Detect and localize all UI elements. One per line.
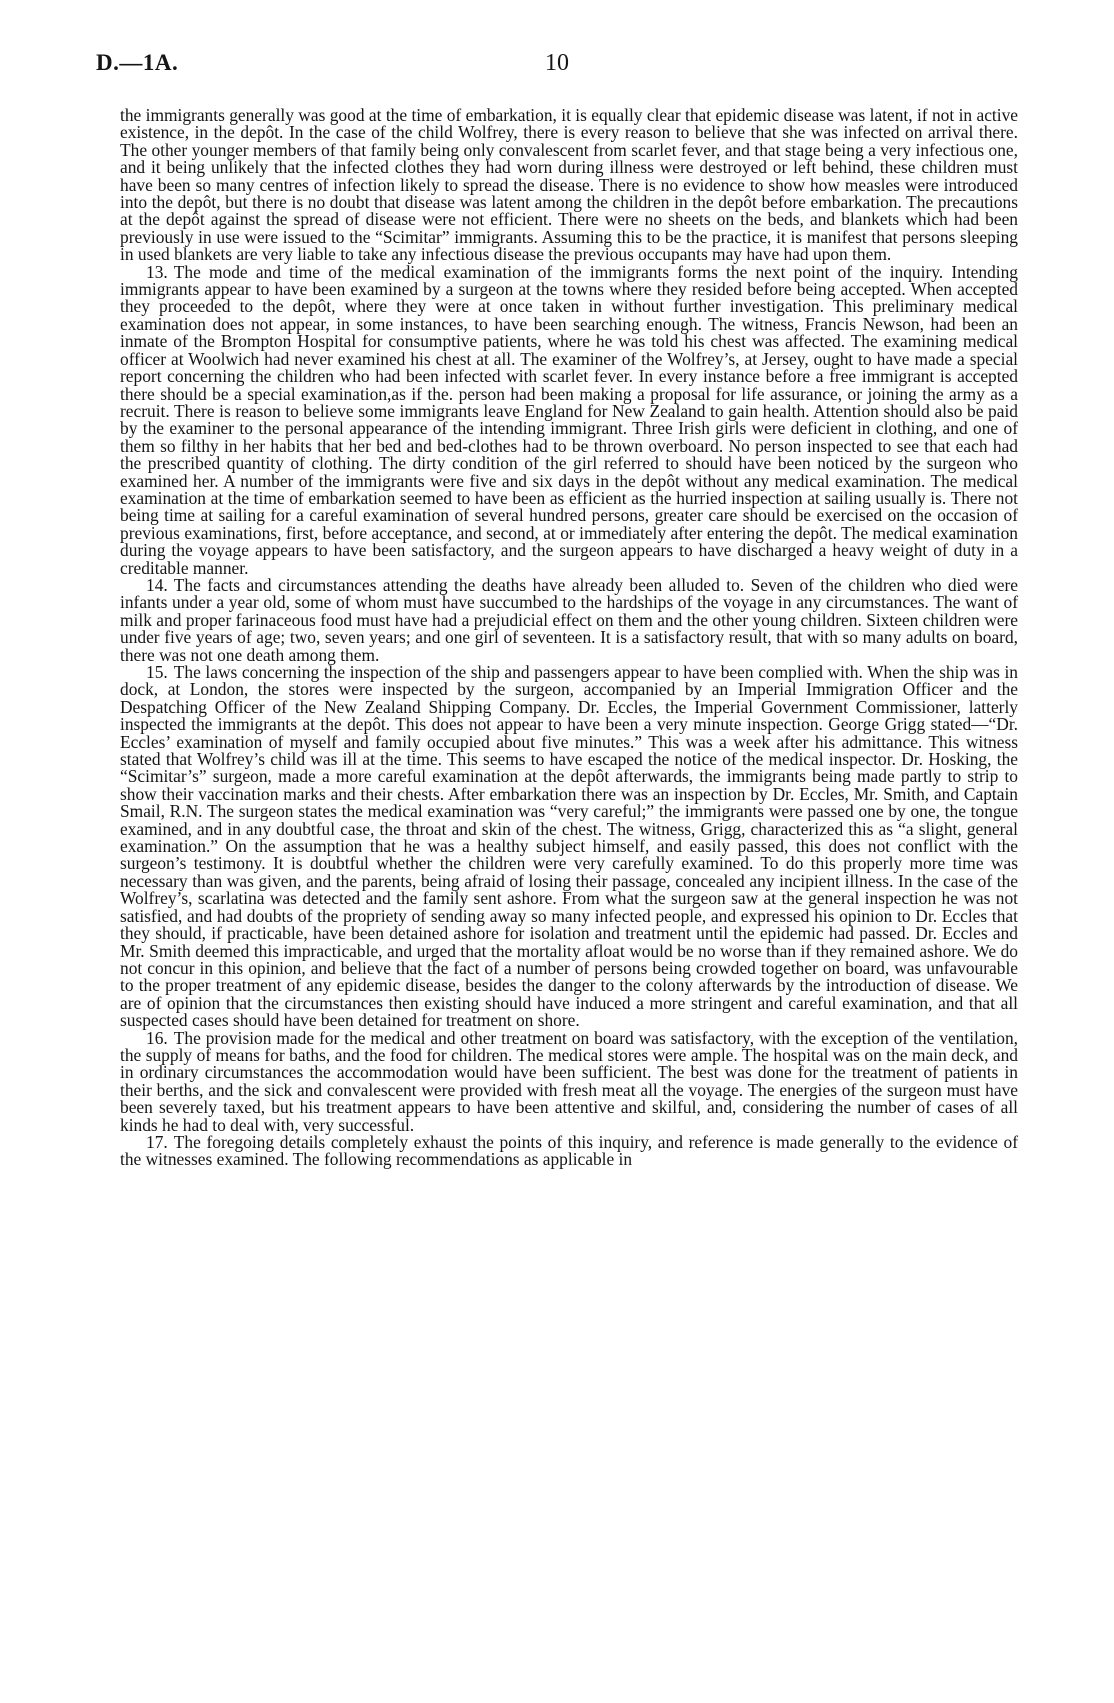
paragraph-17 [120, 1131, 1018, 1170]
paragraph-number: 16. [146, 1027, 168, 1048]
paragraph-text: the immigrants generally was good at the time of embarkation, it is equally clear that epidemic disease was latent, if not in active existence, in the depôt. In the case of the child Wolfrey, there is every reason to believe that she was infected on arrival there. The other younger members of that family being only convalescent from scarlet fever, and that stage being a very infectious one, and it being unlikely that the infected clothes they had worn during illness were destroyed or left behind, these children must have been so many centres of infection likely to spread the disease. There is no evidence to show how measles were introduced into the depôt, but there is no doubt that disease was latent among the children in the depôt before embarkation. The precautions at the depôt against the spread of disease were not efficient. There were no sheets on the beds, and blankets which had been previously in use were issued to the “Scimitar” immigrants. Assuming this to be the practice, it is manifest that persons sleeping in used blankets are very liable to take any infectious disease the previous occupants may have had upon them. [120, 105, 1018, 265]
paragraph-number: 15. [146, 662, 168, 682]
paragraph-text: The provision made for the medical and other treatment on board was satisfactory, with the exception of the ventilation, the supply of means for baths, and the food for children. The medical stores were ample. The hospital was on the main deck, and in ordinary circumstances the accommodation would have been sufficient. The best was done for the treatment of patients in their berths, and the sick and convalescent were provided with fresh meat all the voyage. The energies of the surgeon must have been severely taxed, but his treatment appears to have been attentive and skilful, and, considering the number of cases of all kinds he had to deal with, very successful. [120, 1027, 1018, 1135]
paragraph-13 [120, 261, 1018, 578]
paragraph-text: The facts and circumstances attending the deaths have already been alluded to. Seven of the children who died were infants under a year old, some of whom must have succumbed to the hardships of the voyage in any circumstances. The want of milk and proper farinaceous food must have had a prejudicial effect on them and the other young children. Sixteen children were under five years of age; two, seven years; and one girl of seventeen. It is a satisfactory result, that with so many adults on board, there was not one death among them. [120, 574, 1018, 665]
paragraph-number: 14. [146, 574, 168, 595]
body-text [120, 107, 1018, 1169]
page-header [96, 50, 1018, 80]
document-reference: D.—1A. [96, 50, 179, 75]
paragraph-15 [120, 664, 1018, 1030]
page-number: 10 [545, 50, 569, 76]
paragraph-number: 17. [146, 1131, 168, 1152]
paragraph-number: 13. [146, 261, 168, 282]
paragraph-text: The mode and time of the medical examination of the immigrants forms the next point of the inquiry. Intending immigrants appear to have been examined by a surgeon at the towns where they resided before being accepted. When accepted they proceeded to the depôt, where they were at once taken in without further investigation. This preliminary medical examination does not appear, in some instances, to have been searching enough. The witness, Francis Newson, had been an inmate of the Brompton Hospital for consumptive patients, where he was told his chest was affected. The examining medical officer at Woolwich had never examined his chest at all. The examiner of the Wolfrey’s, at Jersey, ought to have made a special report concerning the children who had been infected with scarlet fever. In every instance before a free immigrant is accepted there should be a special examination,as if the. person had been making a proposal for life assurance, or joining the army as a recruit. There is reason to believe some immigrants leave England for New Zealand to gain health. Attention should also be paid by the examiner to the personal appearance of the intending immigrant. Three Irish girls were deficient in clothing, and one of them so filthy in her habits that her bed and bed-clothes had to be thrown overboard. No person inspected to see that each had the prescribed quantity of clothing. The dirty condition of the girl referred to should have been noticed by the surgeon who examined her. A number of the immigrants were five and six days in the depôt without any medical examination. The medical examination at the time of embarkation seemed to have been as efficient as the hurried inspection at sailing usually is. There not being time at sailing for a careful examination of several hundred persons, greater care should be exercised on the occasion of previous examinations, first, before acceptance, and second, at or immediately after entering the depôt. The medical examination during the voyage appears to have been satisfactory, and the surgeon appears to have discharged a heavy weight of duty in a creditable manner. [120, 261, 1018, 578]
paragraph-14 [120, 574, 1018, 665]
paragraph-16 [120, 1027, 1018, 1135]
paragraph-continuation [120, 107, 1018, 264]
paragraph-text: The laws concerning the inspection of the ship and passengers appear to have been complied with. When the ship was in dock, at London, the stores were inspected by the surgeon, accompanied by an Imperial Immigration Officer and the Despatching Officer of the New Zealand Shipping Company. Dr. Eccles, the Imperial Government Commissioner, latterly inspected the immigrants at the depôt. This does not appear to have been a very minute inspection. George Grigg stated—“Dr. Eccles’ examination of myself and family occupied about five minutes.” This was a week after his admittance. This witness stated that Wolfrey’s child was ill at the time. This seems to have escaped the notice of the medical inspector. Dr. Hosking, the “Scimitar’s” surgeon, made a more careful examination at the depôt afterwards, the immigrants being made partly to strip to show their vaccination marks and their chests. After embarkation there was an inspection by Dr. Eccles, Mr. Smith, and Captain Smail, R.N. The surgeon states the medical examination was “very careful;” the immigrants were passed one by one, the tongue examined, and in any doubtful case, the throat and skin of the chest. The witness, Grigg, characterized this as “a slight, general examination.” On the assumption that he was a healthy subject himself, and easily passed, this does not conflict with the surgeon’s testimony. It is doubtful whether the children were very carefully examined. To do this properly more time was necessary than was given, and the parents, being afraid of losing their passage, concealed any incipient illness. In the case of the Wolfrey’s, scarlatina was detected and the family sent ashore. From what the surgeon saw at the general inspection he was not satisfied, and had doubts of the propriety of sending away so many infected people, and expressed his opinion to Dr. Eccles that they should, if practicable, have been detained ashore for isolation and treatment until the epidemic had passed. Dr. Eccles and Mr. Smith deemed this impracticable, and urged that the mortality afloat would be no worse than if they remained ashore. We do not concur in this opinion, and believe that the fact of a number of persons being crowded together on board, was unfavourable to the proper treatment of any epidemic disease, besides the danger to the colony afterwards by the introduction of disease. We are of opinion that the circumstances then existing should have induced a more stringent and careful examination, and that all suspected cases should have been detained for treatment on shore. [120, 662, 1018, 1031]
paragraph-text: The foregoing details completely exhaust the points of this inquiry, and reference is made generally to the evidence of the witnesses examined. The following recommendations as applicable in [120, 1131, 1018, 1170]
